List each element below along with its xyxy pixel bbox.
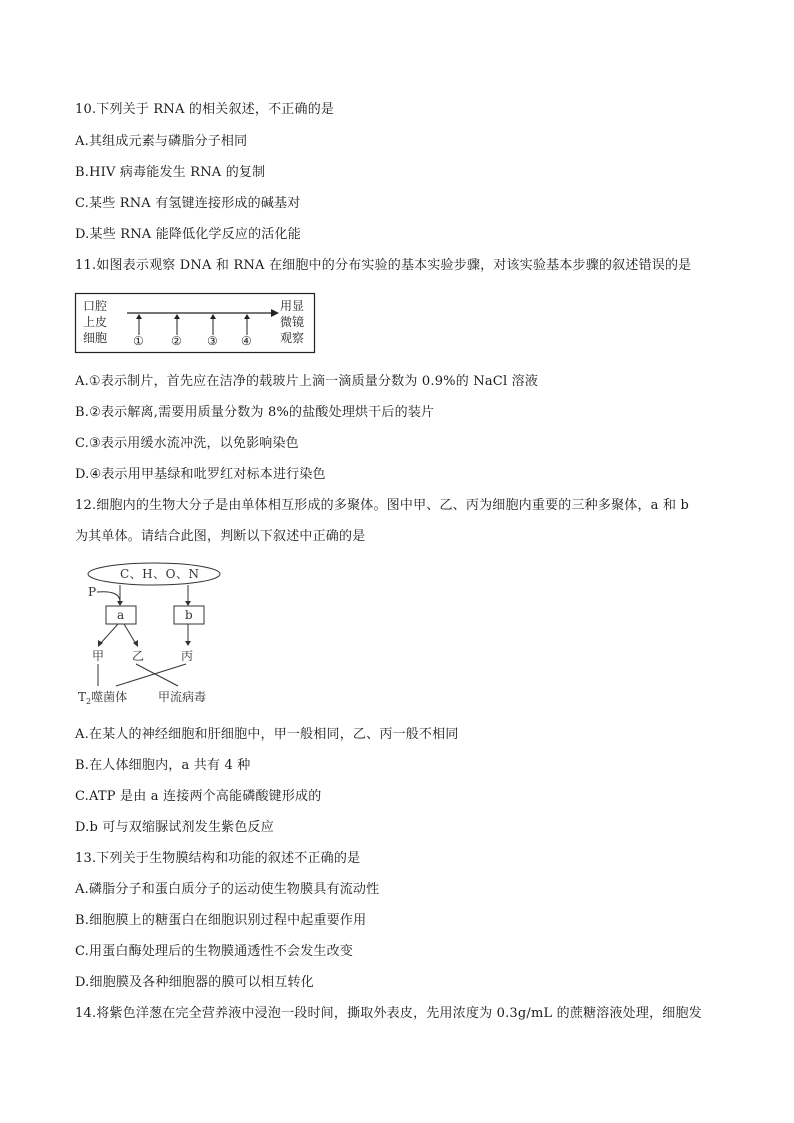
monomer-b-label: b <box>185 608 193 622</box>
jia-label: 甲 <box>92 649 105 663</box>
flu-virus-label: 甲流病毒 <box>158 690 207 704</box>
step-3-label: ③ <box>207 334 218 348</box>
arrow-a-to-jia <box>100 624 118 644</box>
q12-option-a: A.在某人的神经细胞和肝细胞中，甲一般相同，乙、丙一般不相同 <box>75 727 459 742</box>
right-label-line1: 用显 <box>280 299 305 313</box>
q14-stem: 14.将紫色洋葱在完全营养液中浸泡一段时间，撕取外表皮，先用浓度为 0.3g/mL 的蔗糖溶液处理，细胞发 <box>75 1006 702 1021</box>
yi-label: 乙 <box>132 649 145 663</box>
step-4-label: ④ <box>241 334 252 348</box>
bing-to-phage-line <box>116 664 186 686</box>
process-arrow-head <box>271 309 279 317</box>
q12-stem-line2: 为其单体。请结合此图，判断以下叙述中正确的是 <box>75 529 366 544</box>
experiment-steps-figure <box>75 293 315 353</box>
q10-option-a: A.其组成元素与磷脂分子相同 <box>75 134 248 149</box>
q10-stem: 10.下列关于 RNA 的相关叙述，不正确的是 <box>75 102 335 117</box>
p-label: P <box>88 585 97 599</box>
q12-stem-line1: 12.细胞内的生物大分子是由单体相互形成的多聚体。图中甲、乙、丙为细胞内重要的三种多聚体，a 和 b <box>75 498 690 513</box>
right-label-line2: 微镜 <box>280 315 305 329</box>
yi-to-flu-line <box>136 664 178 686</box>
q13-option-d: D.细胞膜及各种细胞器的膜可以相互转化 <box>75 975 314 990</box>
q10-option-d: D.某些 RNA 能降低化学反应的活化能 <box>75 227 301 242</box>
q11-option-a: A.①表示制片，首先应在洁净的载玻片上滴一滴质量分数为 0.9%的 NaCl 溶液 <box>75 374 539 389</box>
step-2-label: ② <box>171 334 182 348</box>
q11-option-c: C.③表示用缓水流冲洗，以免影响染色 <box>75 436 299 451</box>
q12-option-d: D.b 可与双缩脲试剂发生紫色反应 <box>75 820 274 835</box>
p-arrow <box>97 592 120 602</box>
experiment-steps-diagram <box>75 293 315 353</box>
q13-option-c: C.用蛋白酶处理后的生物膜通透性不会发生改变 <box>75 944 354 959</box>
step-1-label: ① <box>133 334 144 348</box>
q12-option-c: C.ATP 是由 a 连接两个高能磷酸键形成的 <box>75 789 322 804</box>
q11-option-d: D.④表示用甲基绿和吡罗红对标本进行染色 <box>75 467 326 482</box>
arrow-a-to-yi <box>124 624 136 644</box>
left-label-line1: 口腔 <box>83 299 108 313</box>
left-label-line2: 上皮 <box>83 315 108 329</box>
monomer-a-label: a <box>117 608 125 622</box>
left-label-line3: 细胞 <box>83 331 108 345</box>
q11-stem: 11.如图表示观察 DNA 和 RNA 在细胞中的分布实验的基本实验步骤，对该实验基本步骤的叙述错误的是 <box>75 258 692 273</box>
q13-option-a: A.磷脂分子和蛋白质分子的运动使生物膜具有流动性 <box>75 882 380 897</box>
phage-label: $T_2$噬菌体 <box>78 690 128 706</box>
q10-option-b: B.HIV 病毒能发生 RNA 的复制 <box>75 165 266 180</box>
polymer-diagram <box>76 562 246 712</box>
q11-option-b: B.②表示解离,需要用质量分数为 8%的盐酸处理烘干后的装片 <box>75 405 435 420</box>
figure-frame <box>76 294 315 353</box>
q12-option-b: B.在人体细胞内，a 共有 4 种 <box>75 758 251 773</box>
q10-option-c: C.某些 RNA 有氢键连接形成的碱基对 <box>75 196 301 211</box>
q13-option-b: B.细胞膜上的糖蛋白在细胞识别过程中起重要作用 <box>75 913 367 928</box>
right-label-line3: 观察 <box>280 331 305 345</box>
bing-label: 丙 <box>181 649 194 663</box>
q13-stem: 13.下列关于生物膜结构和功能的叙述不正确的是 <box>75 851 361 866</box>
elements-label: C、H、O、N <box>120 567 200 581</box>
polymer-figure <box>76 562 246 712</box>
